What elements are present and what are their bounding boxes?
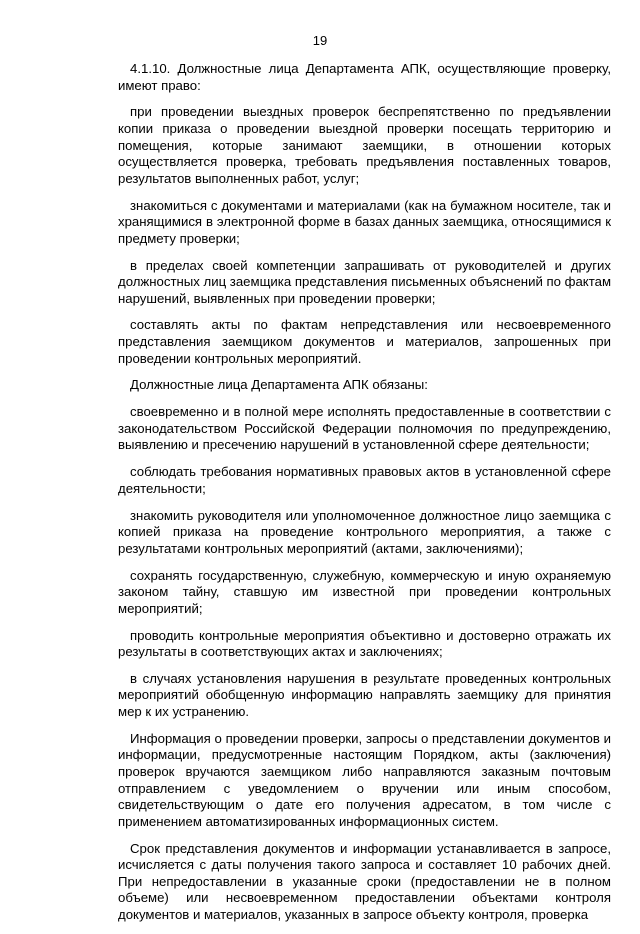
paragraph-submission-deadline: Срок представления документов и информации устанавливается в запросе, исчисляется с даты получения такого запроса и составляет 10 рабочих дней. При непредоставлении в указанные сроки (предоставлении не в полном объеме) или несвоевременном предоставлении объектами контроля документов и материалов, указанных в запросе объекту контроля, проверка — [118, 840, 611, 922]
paragraph-duty-regulations: соблюдать требования нормативных правовых актов в установленной сфере деятельности; — [118, 464, 611, 496]
paragraph-duty-acquaint: знакомить руководителя или уполномоченное должностное лицо заемщика с копией приказа на проведение контрольного мероприятия, а также с результатами контрольных мероприятий (актами, заключениями); — [118, 507, 611, 556]
paragraph-duty-violations: в случаях установления нарушения в результате проведенных контрольных мероприятий обобщенную информацию направлять заемщику для принятия мер к их устранению. — [118, 670, 611, 720]
paragraph-duty-powers: своевременно и в полной мере исполнять предоставленные в соответствии с законодательством Российской Федерации полномочия по предупреждению, выявлению и пресечению нарушений в установленной сфере деятельности; — [118, 404, 611, 453]
paragraph-right-site-visit: при проведении выездных проверок беспрепятственно по предъявлении копии приказа о проведении выездной проверки посещать территорию и помещения, которые занимают заемщики, в отношении которых осуществляется проверка, требовать предъявления поставленных товаров, результатов выполненных работ, услуг; — [118, 104, 611, 186]
document-body — [118, 61, 611, 934]
paragraph-duty-secrecy: сохранять государственную, служебную, коммерческую и иную охраняемую законом тайну, ставшую им известной при проведении контрольных мероприятий; — [118, 567, 611, 616]
paragraph-duty-objectivity: проводить контрольные мероприятия объективно и достоверно отражать их результаты в соответствующих актах и заключениях; — [118, 627, 611, 660]
paragraph-duties-heading: Должностные лица Департамента АПК обязаны: — [130, 377, 428, 393]
paragraph-right-explanations: в пределах своей компетенции запрашивать от руководителей и других должностных лиц заемщика представления письменных объяснений по фактам нарушений, выявленных при проведении проверки; — [118, 257, 612, 306]
paragraph-rights-heading: 4.1.10. Должностные лица Департамента АПК, осуществляющие проверку, имеют право: — [118, 61, 611, 93]
page-number: 19 — [312, 33, 328, 48]
paragraph-information-delivery: Информация о проведении проверки, запросы о представлении документов и информации, предусмотренные настоящим Порядком, акты (заключения) проверок вручаются заемщиком либо направляются заказным почтовым отправлением с уведомлением о вручении или иным способом, свидетельствующим о дате его получения адресатом, в том числе с применением автоматизированных информационных систем. — [118, 730, 611, 829]
paragraph-right-acts: составлять акты по фактам непредставления или несвоевременного представления заемщиком документов и материалов, запрошенных при проведении контрольных мероприятий. — [118, 317, 611, 366]
paragraph-right-documents: знакомиться с документами и материалами (как на бумажном носителе, так и хранящимися в электронной форме в базах данных заемщика, относящимися к предмету проверки; — [118, 197, 611, 246]
